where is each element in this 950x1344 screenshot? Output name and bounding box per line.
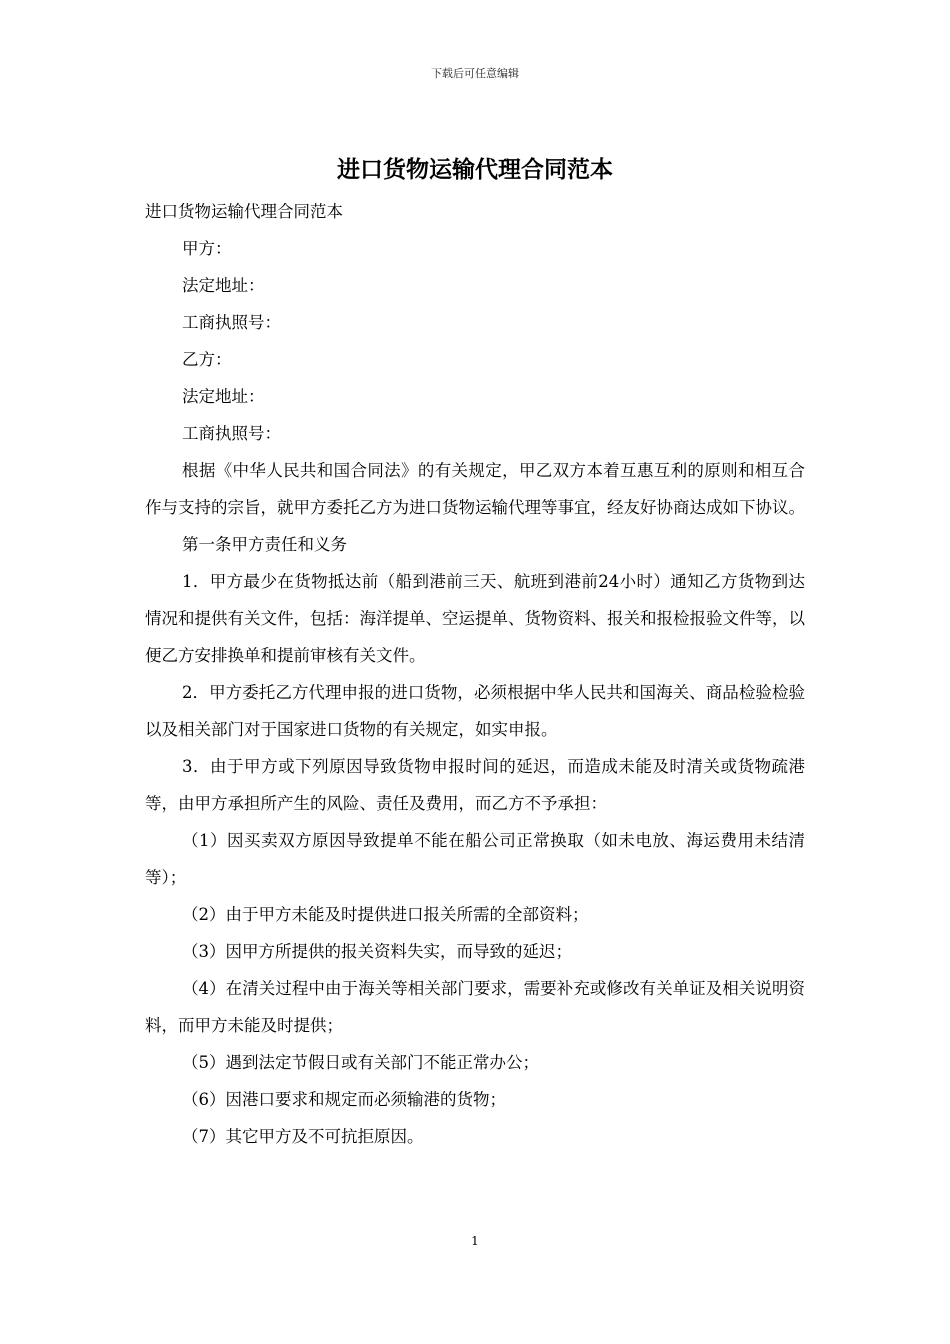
clause-2-paragraph: 2．甲方委托乙方代理申报的进口货物，必须根据中华人民共和国海关、商品检验检验以及相关部门对于国家进口货物的有关规定，如实申报。: [145, 683, 805, 739]
subtitle-paragraph: 进口货物运输代理合同范本: [145, 202, 343, 221]
preamble-paragraph: 根据《中华人民共和国合同法》的有关规定，甲乙双方本着互惠互利的原则和相互合作与支持的宗旨，就甲方委托乙方为进口货物运输代理等事宜，经友好协商达成如下协议。: [145, 461, 805, 517]
document-title: 进口货物运输代理合同范本: [337, 156, 613, 183]
clause-3-paragraph: 3．由于甲方或下列原因导致货物申报时间的延迟，而造成未能及时清关或货物疏港等，由甲方承担所产生的风险、责任及费用，而乙方不予承担：: [145, 757, 805, 813]
party-b-license-label: 工商执照号：: [182, 424, 281, 443]
sub-clause-6: （6）因港口要求和规定而必须输港的货物；: [182, 1090, 506, 1109]
sub-clause-2: （2）由于甲方未能及时提供进口报关所需的全部资料；: [182, 905, 589, 924]
document-body: [145, 193, 805, 1155]
party-a-label: 甲方：: [182, 239, 232, 258]
party-a-license-label: 工商执照号：: [182, 313, 281, 332]
article-one-heading: 第一条甲方责任和义务: [182, 535, 347, 554]
party-b-label: 乙方：: [182, 350, 232, 369]
sub-clause-1: （1）因买卖双方原因导致提单不能在船公司正常换取（如未电放、海运费用未结清等）；: [145, 831, 805, 887]
page-number: 1: [471, 1234, 479, 1248]
sub-clause-7: （7）其它甲方及不可抗拒原因。: [182, 1127, 424, 1146]
sub-clause-3: （3）因甲方所提供的报关资料失实，而导致的延迟；: [182, 942, 572, 961]
sub-clause-5: （5）遇到法定节假日或有关部门不能正常办公；: [182, 1053, 539, 1072]
party-a-address-label: 法定地址：: [182, 276, 265, 295]
clause-1-paragraph: 1．甲方最少在货物抵达前（船到港前三天、航班到港前24小时）通知乙方货物到达情况和提供有关文件，包括：海洋提单、空运提单、货物资料、报关和报检报验文件等，以便乙方安排换单和提前审核有关文件。: [145, 572, 805, 665]
header-note: 下载后可任意编辑: [431, 67, 519, 80]
sub-clause-4: （4）在清关过程中由于海关等相关部门要求，需要补充或修改有关单证及相关说明资料，而甲方未能及时提供；: [145, 979, 805, 1035]
party-b-address-label: 法定地址：: [182, 387, 265, 406]
